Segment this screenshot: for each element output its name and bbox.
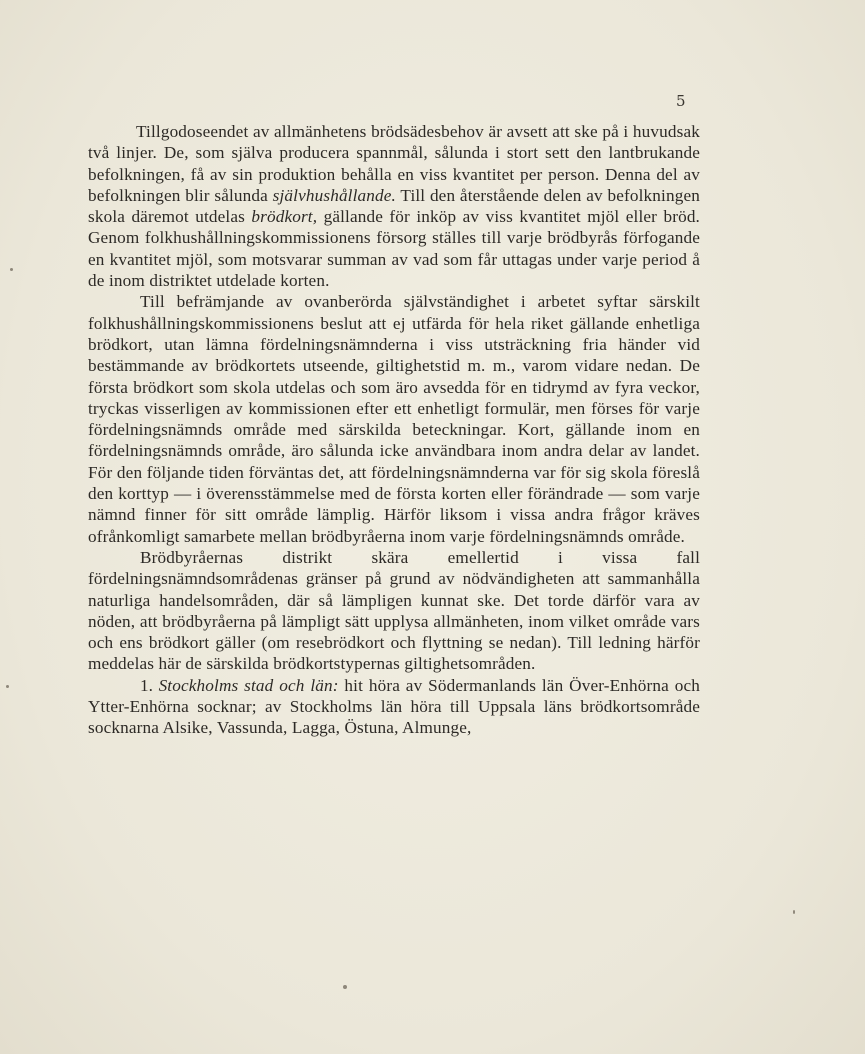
italic-term-sjalvhushallande: självhushållande. bbox=[272, 185, 396, 205]
text-run: Brödbyråernas distrikt skära emellertid i vissa fall fördelningsnämndsområdenas gränser på grund av nödvändigheten att sammanhålla naturliga handelsområden, där så lämpligen kunnat ske. Det torde därför vara av nöden, att brödbyråerna på lämpligt sätt upplysa allmänheten, inom vilket område vars och ens brödkort gäller (om resebrödkort och flyttning se nedan). Till ledning härför meddelas här de särskilda brödkortstypernas giltighetsområden. bbox=[88, 547, 700, 674]
paragraph-item-1 bbox=[88, 675, 700, 739]
text-run: Till befrämjande av ovanberörda självständighet i arbetet syftar särskilt folkhushållningskommissionens beslut att ej utfärda för hela riket gällande enhetliga brödkort, utan lämna fördelningsnämnderna i viss utsträckning fria händer vid bestämmande av brödkortets utseende, giltighetstid m. m., varom vidare nedan. De första brödkort som skola utdelas och som äro avsedda för en tidrymd av fyra veckor, tryckas visserligen av kommissionen efter ett enhetligt formulär, men förses för varje fördelningsnämnds område med särskilda beteckningar. Kort, gällande inom en fördelningsnämnds område, äro sålunda icke användbara inom andra delar av landet. För den följande tiden förväntas det, att fördelningsnämnderna var för sig skola föreslå den korttyp — i överensstämmelse med de första korten eller förändrade — som varje nämnd finner för sitt område lämplig. Härför liksom i vissa andra frågor kräves ofrånkomligt samarbete mellan brödbyråerna inom varje fördelningsnämnds område. bbox=[88, 292, 700, 546]
body-text bbox=[88, 121, 700, 739]
text-run: Tillgodoseendet av allmänhetens brödsädesbehov är avsett att ske på i huvudsak två linjer. De, som själva producera spannmål, sålunda i stort sett den lantbrukande befolkningen, få av sin produktion behålla en viss kvantitet per person. Denna del av befolkningen blir sålunda bbox=[88, 122, 700, 205]
paragraph-ration-linjer bbox=[88, 121, 700, 291]
page-number: 5 bbox=[676, 92, 686, 110]
italic-heading-stockholms-stad: Stockholms stad och län: bbox=[158, 675, 339, 695]
paper-speck bbox=[10, 268, 13, 271]
italic-term-brodkort: brödkort, bbox=[251, 207, 318, 227]
item-number: 1. bbox=[140, 675, 159, 695]
text-run: Till den återstående delen av befolkningen skola däremot utdelas bbox=[88, 185, 700, 227]
paragraph-brodbyraernas-distrikt bbox=[88, 547, 700, 675]
text-run: hit höra av Södermanlands län Över-Enhörna och Ytter-Enhörna socknar; av Stockholms län höra till Uppsala läns brödkortsområde socknarna Alsike, Vassunda, Lagga, Östuna, Almunge, bbox=[88, 675, 700, 738]
paper-speck bbox=[793, 910, 795, 914]
paper-speck bbox=[6, 685, 9, 688]
paragraph-sjalvstandighet bbox=[88, 291, 700, 547]
text-run: gällande för inköp av viss kvantitet mjöl eller bröd. Genom folkhushållningskommissionens försorg ställes till varje brödbyrås förfogande en kvantitet mjöl, som motsvarar summan av vad som får uttagas under varje period å de inom distriktet utdelade korten. bbox=[88, 207, 701, 291]
paper-speck bbox=[343, 985, 347, 989]
